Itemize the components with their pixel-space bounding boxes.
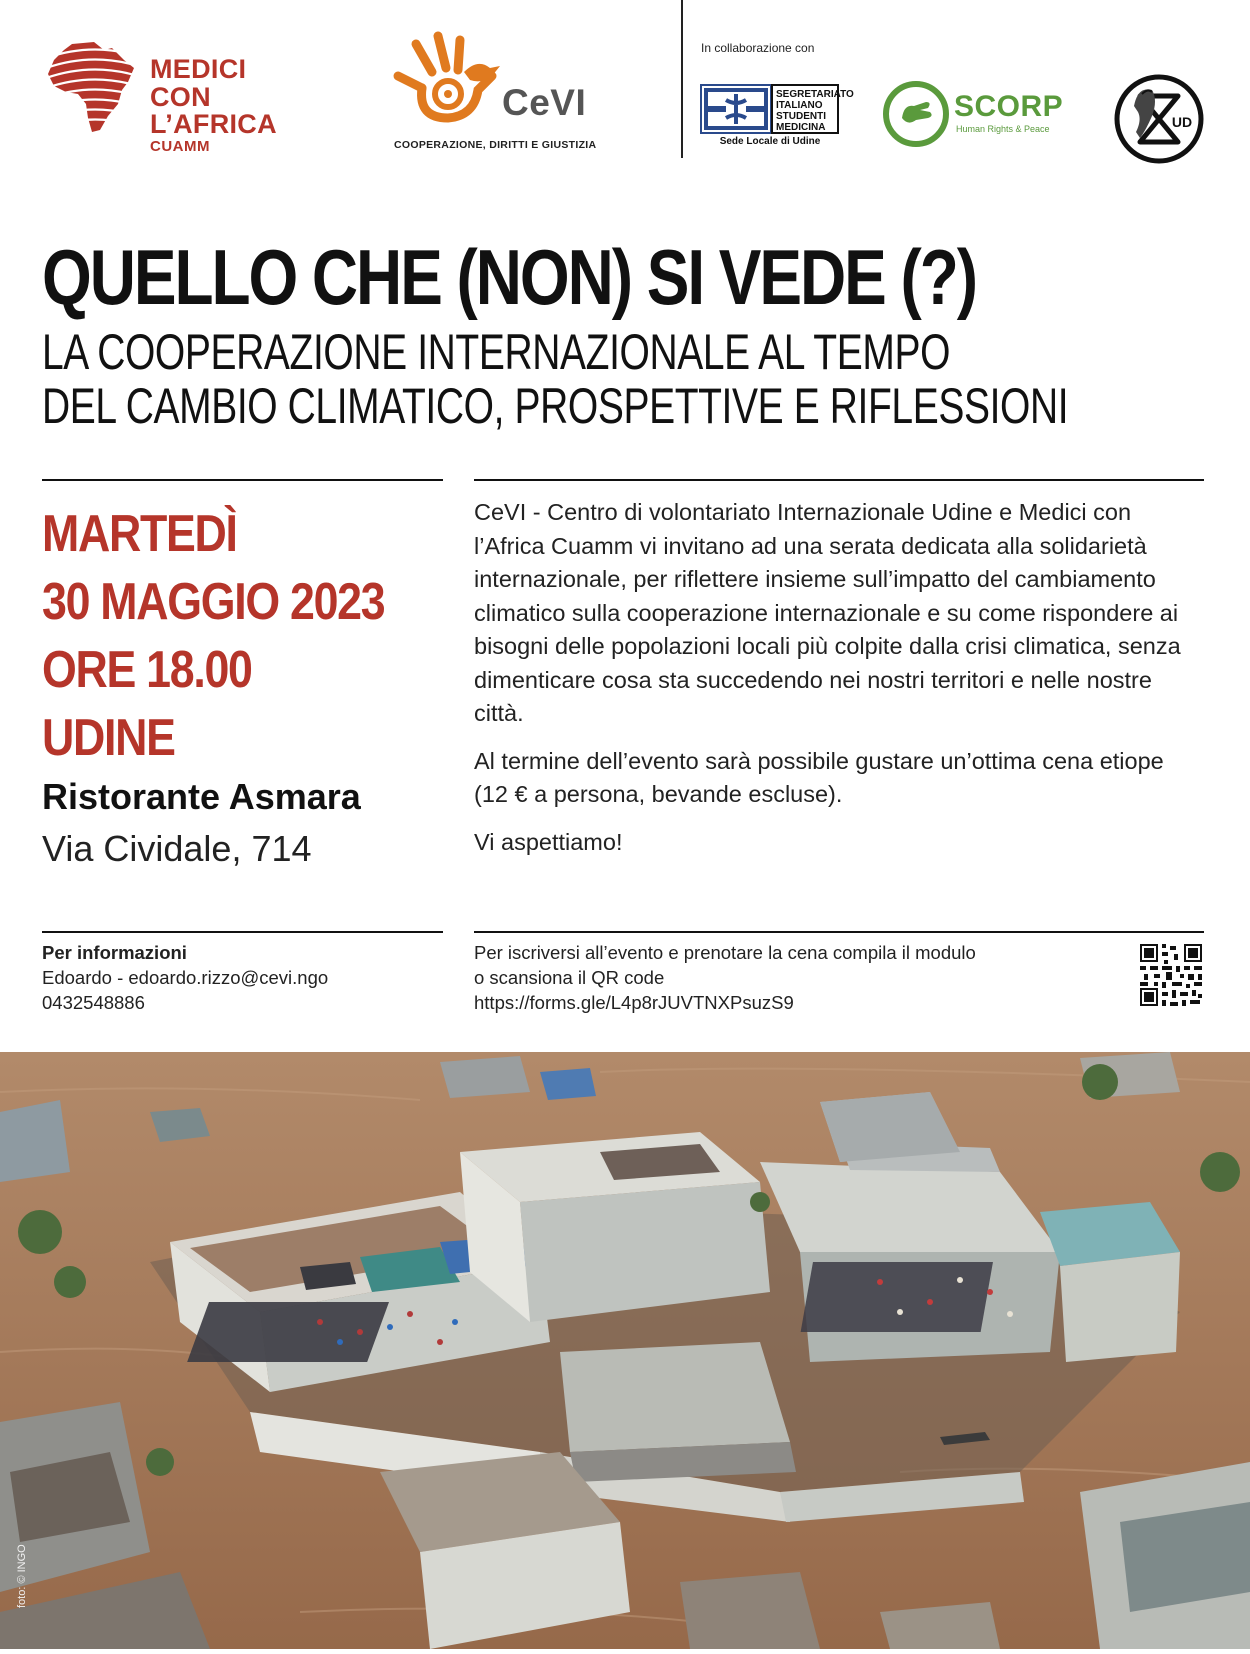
hand-dove-icon	[392, 32, 504, 132]
event-city: UDINE	[42, 709, 175, 767]
qr-code-icon[interactable]	[1138, 942, 1204, 1008]
medici-con-lafrica-logo	[42, 38, 322, 155]
registration-url[interactable]: https://forms.gle/L4p8rJUVTNXPsuzS9	[474, 992, 794, 1013]
medici-line2: CON L’AFRICA	[150, 81, 277, 140]
sism-line2: ITALIANO	[776, 100, 823, 111]
contact-info	[42, 940, 442, 1015]
flood-illustration	[0, 1052, 1250, 1649]
registration-line2: o scansiona il QR code	[474, 967, 665, 988]
event-title: QUELLO CHE (NON) SI VEDE (?)	[42, 233, 976, 321]
event-time: ORE 18.00	[42, 641, 252, 699]
photo-credit: foto: © INGO	[16, 1544, 28, 1608]
subtitle-line2: DEL CAMBIO CLIMATICO, PROSPETTIVE E RIFLESSIONI	[42, 377, 1069, 434]
event-address: Via Cividale, 714	[42, 828, 312, 869]
sism-logo	[700, 84, 854, 147]
cevi-logo	[392, 32, 622, 152]
contact-email[interactable]: Edoardo - edoardo.rizzo@cevi.ngo	[42, 967, 329, 988]
scorp-logo	[882, 80, 1072, 150]
registration-line1: Per iscriversi all’evento e prenotare la cena compila il modulo	[474, 942, 976, 963]
scorp-tagline: Human Rights & Peace	[956, 124, 1050, 134]
rule-left-bottom	[42, 931, 443, 933]
medici-wordmark	[150, 56, 322, 154]
sism-emblem-icon	[700, 84, 854, 147]
description-paragraph-1: CeVI - Centro di volontariato Internazionale Udine e Medici con l’Africa Cuamm vi invitano ad una serata dedicata alla solidarietà internazionale, per riflettere insieme sull’impatto del cambiamento climatico sulla cooperazione internazionale e su come rispondere ai bisogni delle popolazioni locali più colpite dalla crisi climatica, senza dimenticare cosa sta succedendo nei nostri territori e nelle nostre città.	[474, 499, 1181, 726]
cevi-wordmark: CeVI	[502, 82, 587, 123]
rule-left-top	[42, 479, 443, 481]
sism-line4: MEDICINA	[776, 122, 826, 133]
rule-right-bottom	[474, 931, 1204, 933]
event-date: 30 MAGGIO 2023	[42, 573, 385, 631]
contact-phone[interactable]: 0432548886	[42, 992, 145, 1013]
description-paragraph-2: Al termine dell’evento sarà possibile gustare un’ottima cena etiope (12 € a persona, bevande escluse).	[474, 747, 1164, 807]
event-description	[474, 496, 1204, 873]
cevi-tagline: COOPERAZIONE, DIRITTI E GIUSTIZIA	[394, 139, 597, 151]
event-details	[42, 500, 442, 870]
description-paragraph-3: Vi aspettiamo!	[474, 828, 623, 855]
collaboration-label: In collaborazione con	[701, 41, 815, 55]
sism-line1: SEGRETARIATO	[776, 89, 854, 100]
rule-right-top	[474, 479, 1204, 481]
scorp-hand-icon	[882, 80, 950, 148]
sism-line3: STUDENTI	[776, 111, 826, 122]
header-divider	[681, 0, 683, 158]
subtitle-line1: LA COOPERAZIONE INTERNAZIONALE AL TEMPO	[42, 324, 951, 380]
extinction-rebellion-udine-logo	[1112, 72, 1206, 166]
logo-bar	[0, 0, 1250, 170]
africa-map-icon	[42, 38, 142, 138]
hourglass-bird-icon	[1112, 72, 1206, 166]
medici-line3: CUAMM	[150, 137, 210, 155]
contact-heading: Per informazioni	[42, 942, 187, 963]
scorp-wordmark: SCORP	[954, 90, 1064, 123]
registration-info	[474, 940, 1074, 1015]
event-subtitle	[42, 326, 1068, 433]
event-venue: Ristorante Asmara	[42, 776, 361, 817]
xr-text: UD	[1171, 114, 1193, 130]
event-day: MARTEDÌ	[42, 505, 237, 563]
medici-line1: MEDICI	[150, 54, 247, 84]
flood-aerial-photo	[0, 1052, 1250, 1649]
sism-footer: Sede Locale di Udine	[719, 136, 821, 147]
